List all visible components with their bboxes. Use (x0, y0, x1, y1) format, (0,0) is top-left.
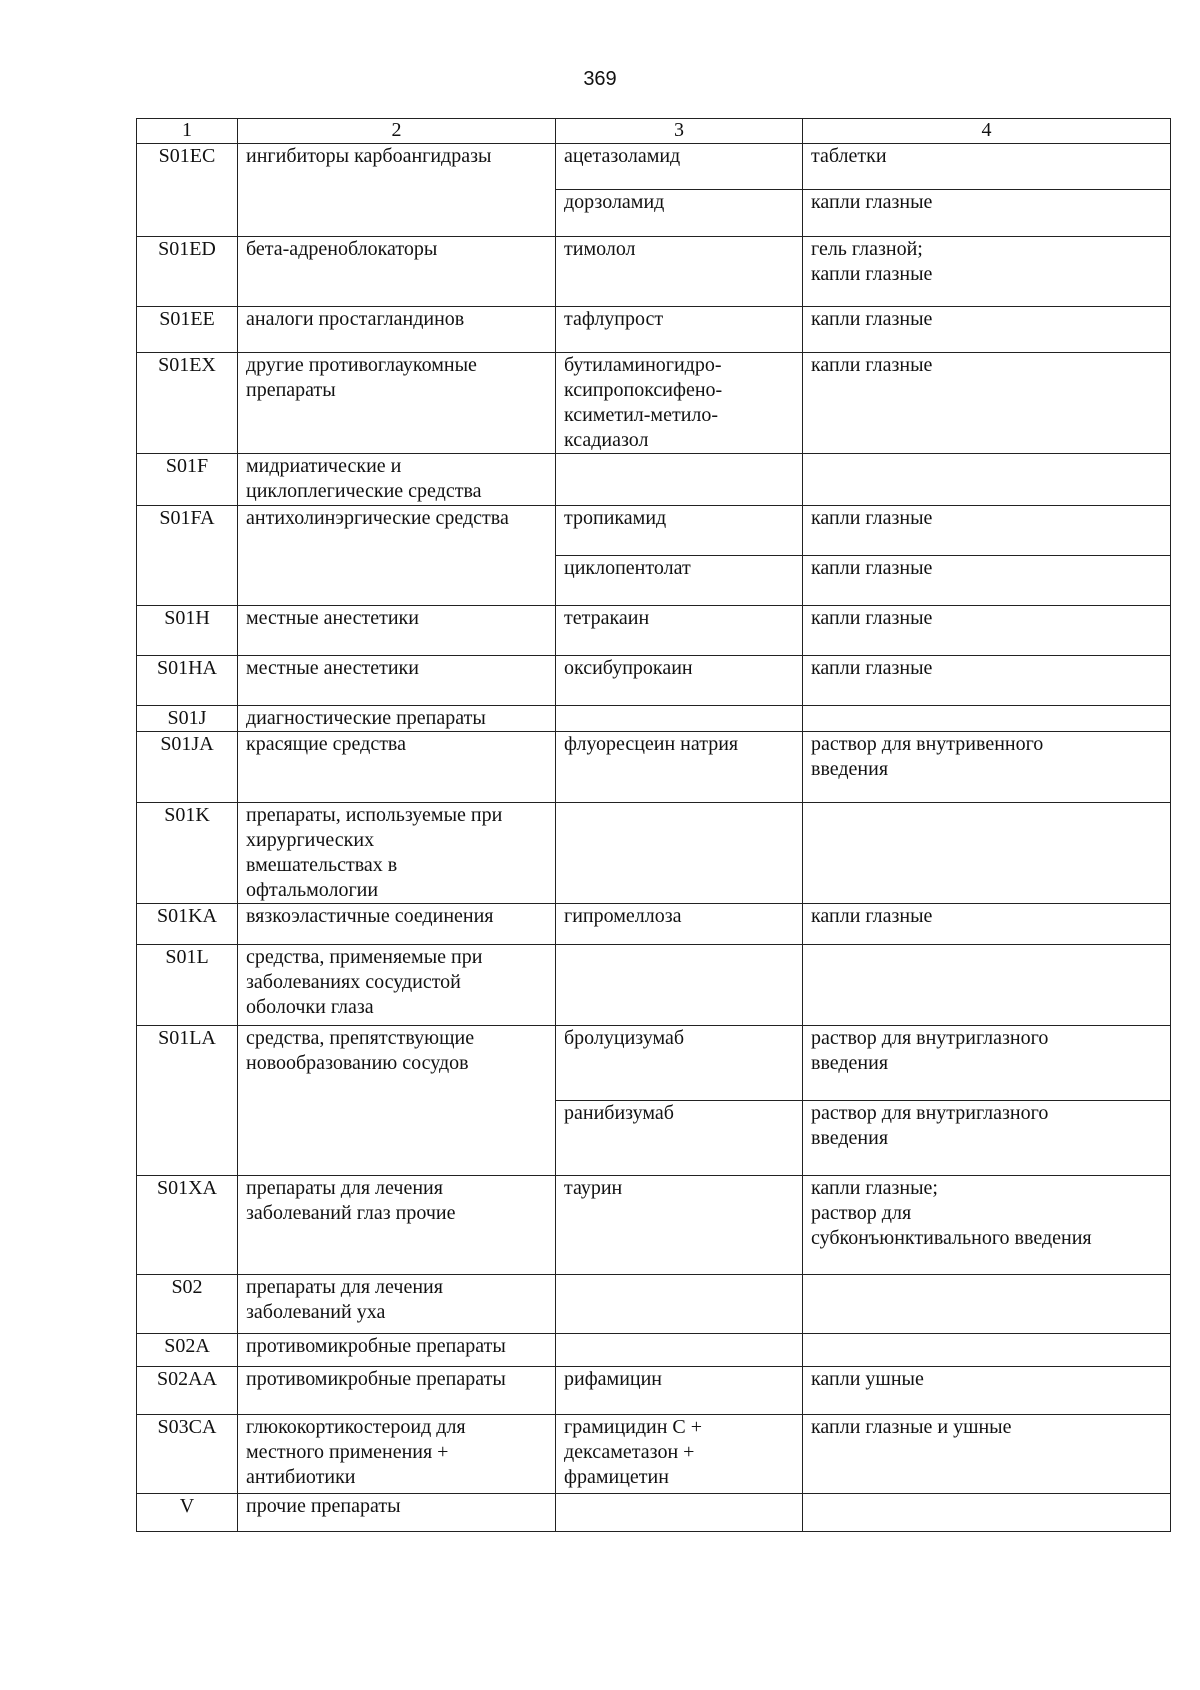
table-row (137, 1275, 1171, 1334)
atc-code: S01ED (137, 237, 238, 307)
drug-name: бролуцизумаб (556, 1026, 803, 1101)
drug-name (556, 803, 803, 904)
dosage-form (803, 1494, 1171, 1532)
drug-name (556, 1494, 803, 1532)
dosage-form: капли глазные и ушные (803, 1415, 1171, 1494)
group-name: глюкокортикостероид для местного применения + антибиотики (238, 1415, 556, 1494)
atc-code: S01EX (137, 353, 238, 454)
drug-name: дорзоламид (556, 190, 803, 237)
group-name: противомикробные препараты (238, 1334, 556, 1367)
dosage-form: капли глазные (803, 656, 1171, 706)
atc-code: S01EE (137, 307, 238, 353)
dosage-form: гель глазной; капли глазные (803, 237, 1171, 307)
atc-code: V (137, 1494, 238, 1532)
table-row (137, 1367, 1171, 1415)
atc-code: S02 (137, 1275, 238, 1334)
table-row (137, 803, 1171, 904)
group-name: противомикробные препараты (238, 1367, 556, 1415)
group-name: средства, препятствующие новообразованию сосудов (238, 1026, 556, 1176)
drug-table (136, 118, 1171, 1532)
dosage-form (803, 1275, 1171, 1334)
group-name: бета-адреноблокаторы (238, 237, 556, 307)
group-name: местные анестетики (238, 656, 556, 706)
atc-code: S01EC (137, 144, 238, 237)
drug-name: грамицидин С + дексаметазон + фрамицетин (556, 1415, 803, 1494)
table-row (137, 904, 1171, 945)
atc-code: S03CA (137, 1415, 238, 1494)
group-name: прочие препараты (238, 1494, 556, 1532)
drug-name: тропикамид (556, 506, 803, 556)
dosage-form (803, 706, 1171, 732)
drug-name (556, 706, 803, 732)
drug-name (556, 1334, 803, 1367)
page-number: 369 (583, 68, 617, 90)
table-row (137, 1415, 1171, 1494)
table-row (137, 307, 1171, 353)
group-name: красящие средства (238, 732, 556, 803)
drug-name: ацетазоламид (556, 144, 803, 190)
atc-code: S01JA (137, 732, 238, 803)
dosage-form: капли глазные (803, 556, 1171, 606)
group-name: ингибиторы карбоангидразы (238, 144, 556, 237)
dosage-form: таблетки (803, 144, 1171, 190)
group-name: антихолинэргические средства (238, 506, 556, 606)
table-row (137, 606, 1171, 656)
group-name: препараты, используемые при хирургических вмешательствах в офтальмологии (238, 803, 556, 904)
group-name: другие противоглаукомные препараты (238, 353, 556, 454)
drug-name: рифамицин (556, 1367, 803, 1415)
table-row (137, 506, 1171, 556)
group-name: местные анестетики (238, 606, 556, 656)
atc-code: S01J (137, 706, 238, 732)
group-name: средства, применяемые при заболеваниях сосудистой оболочки глаза (238, 945, 556, 1026)
table-row (137, 656, 1171, 706)
drug-name: тетракаин (556, 606, 803, 656)
dosage-form: капли глазные (803, 506, 1171, 556)
atc-code: S01L (137, 945, 238, 1026)
table-row (137, 144, 1171, 190)
column-header: 2 (238, 119, 556, 144)
drug-name: таурин (556, 1176, 803, 1275)
column-header: 4 (803, 119, 1171, 144)
group-name: препараты для лечения заболеваний уха (238, 1275, 556, 1334)
drug-name: оксибупрокаин (556, 656, 803, 706)
atc-code: S01F (137, 454, 238, 506)
atc-code: S01H (137, 606, 238, 656)
dosage-form: раствор для внутриглазного введения (803, 1101, 1171, 1176)
atc-code: S01KA (137, 904, 238, 945)
dosage-form: капли глазные (803, 606, 1171, 656)
dosage-form: капли ушные (803, 1367, 1171, 1415)
atc-code: S01K (137, 803, 238, 904)
dosage-form: капли глазные (803, 353, 1171, 454)
drug-name: циклопентолат (556, 556, 803, 606)
atc-code: S02A (137, 1334, 238, 1367)
dosage-form: раствор для внутривенного введения (803, 732, 1171, 803)
dosage-form: капли глазные (803, 904, 1171, 945)
table-row (137, 1176, 1171, 1275)
group-name: аналоги простагландинов (238, 307, 556, 353)
table-row (137, 1026, 1171, 1101)
group-name: препараты для лечения заболеваний глаз прочие (238, 1176, 556, 1275)
atc-code: S01LA (137, 1026, 238, 1176)
drug-name: бутиламиногидро- ксипропоксифено- ксиметил-метило- ксадиазол (556, 353, 803, 454)
dosage-form (803, 454, 1171, 506)
atc-code: S01HA (137, 656, 238, 706)
drug-name: ранибизумаб (556, 1101, 803, 1176)
atc-code: S01XA (137, 1176, 238, 1275)
atc-code: S01FA (137, 506, 238, 606)
table-row (137, 1334, 1171, 1367)
table-header-row (137, 119, 1171, 144)
dosage-form (803, 1334, 1171, 1367)
drug-name: флуоресцеин натрия (556, 732, 803, 803)
dosage-form (803, 945, 1171, 1026)
drug-name: тафлупрост (556, 307, 803, 353)
table-row (137, 732, 1171, 803)
group-name: вязкоэластичные соединения (238, 904, 556, 945)
drug-name (556, 945, 803, 1026)
atc-code: S02AA (137, 1367, 238, 1415)
table-row (137, 1494, 1171, 1532)
dosage-form (803, 803, 1171, 904)
drug-name: тимолол (556, 237, 803, 307)
table-row (137, 353, 1171, 454)
table-row (137, 706, 1171, 732)
drug-name: гипромеллоза (556, 904, 803, 945)
drug-name (556, 1275, 803, 1334)
table-row (137, 945, 1171, 1026)
dosage-form: раствор для внутриглазного введения (803, 1026, 1171, 1101)
dosage-form: капли глазные; раствор для субконъюнктивального введения (803, 1176, 1171, 1275)
dosage-form: капли глазные (803, 307, 1171, 353)
column-header: 3 (556, 119, 803, 144)
table-row (137, 454, 1171, 506)
column-header: 1 (137, 119, 238, 144)
group-name: мидриатические и циклоплегические средства (238, 454, 556, 506)
drug-name (556, 454, 803, 506)
table-row (137, 237, 1171, 307)
group-name: диагностические препараты (238, 706, 556, 732)
dosage-form: капли глазные (803, 190, 1171, 237)
